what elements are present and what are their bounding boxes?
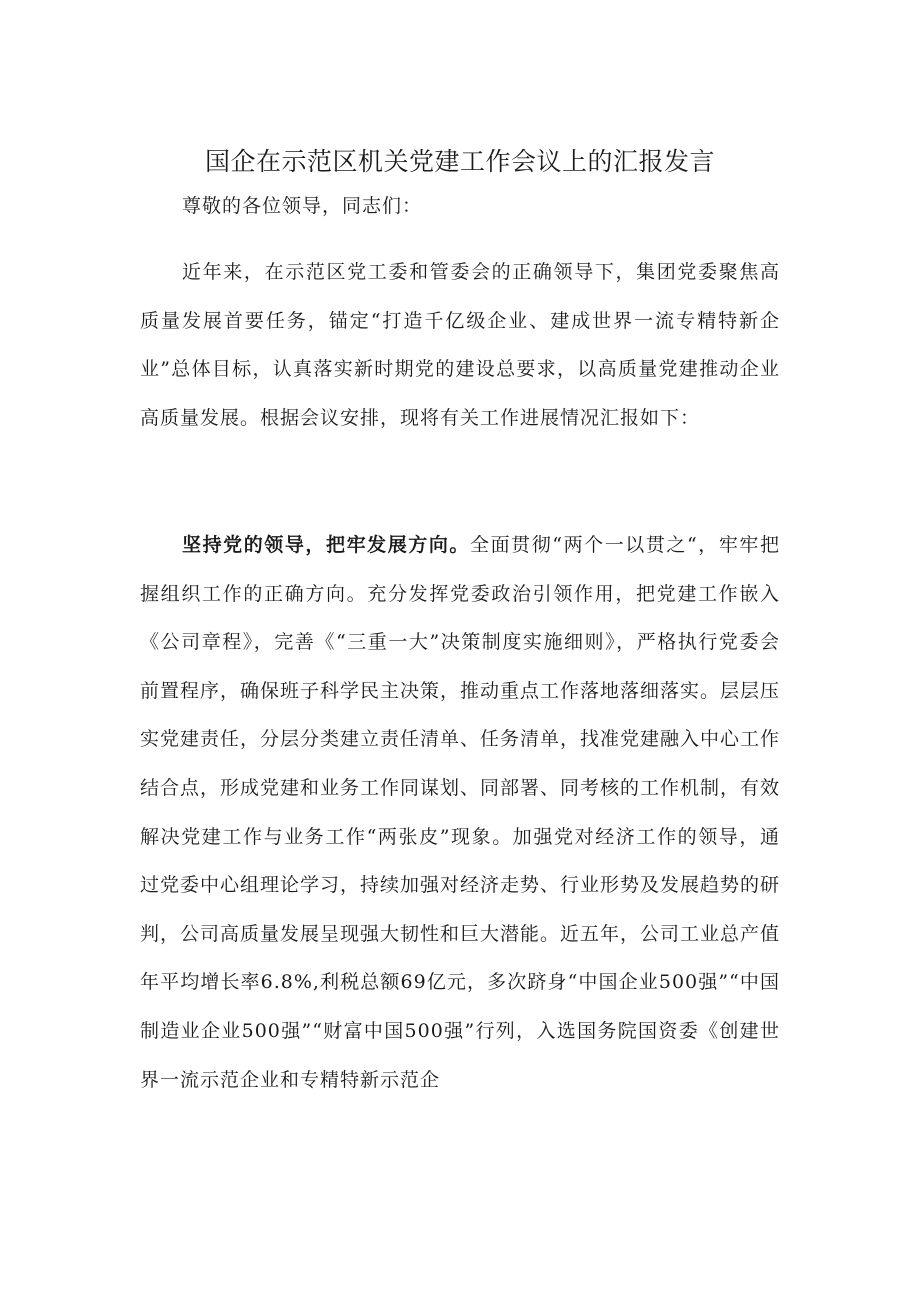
- paragraph-body-text: 全面贯彻“两个一以贯之“，牢牢把握组织工作的正确方向。充分发挥党委政治引领作用，把党建工作嵌入《公司章程》，完善《“三重一大”决策制度实施细则》，严格执行党委会前置程序，确保班子科学民主决策，推动重点工作落地落细落实。层层压实党建责任，分层分类建立责任清单、任务清单，找准党建融入中心工作结合点，形成党建和业务工作同谋划、同部署、同考核的工作机制，有效解决党建工作与业务工作“两张皮”现象。加强党对经济工作的领导，通过党委中心组理论学习，持续加强对经济走势、行业形势及发展趋势的研判，公司高质量发展呈现强大韧性和巨大潜能。近五年，公司工业总产值年平均增长率6.8%,利税总额69亿元，多次跻身“中国企业500强”“中国制造业企业500强”“财富中国500强”行列，入选国务院国资委《创建世界一流示范企业和专精特新示范企: [140, 534, 781, 1091]
- body-paragraph-intro: 近年来，在示范区党工委和管委会的正确领导下，集团党委聚焦高质量发展首要任务，锚定“打造千亿级企业、建成世界一流专精特新企业”总体目标，认真落实新时期党的建设总要求，以高质量党建推动企业高质量发展。根据会议安排，现将有关工作进展情况汇报如下：: [140, 261, 780, 429]
- document-title: 国企在示范区机关党建工作会议上的汇报发言: [204, 147, 715, 176]
- body-paragraph-leadership: [140, 521, 780, 1104]
- paragraph-lead-heading: 坚持党的领导，把牢发展方向。: [182, 534, 470, 556]
- salutation: 尊敬的各位领导，同志们：: [182, 195, 423, 217]
